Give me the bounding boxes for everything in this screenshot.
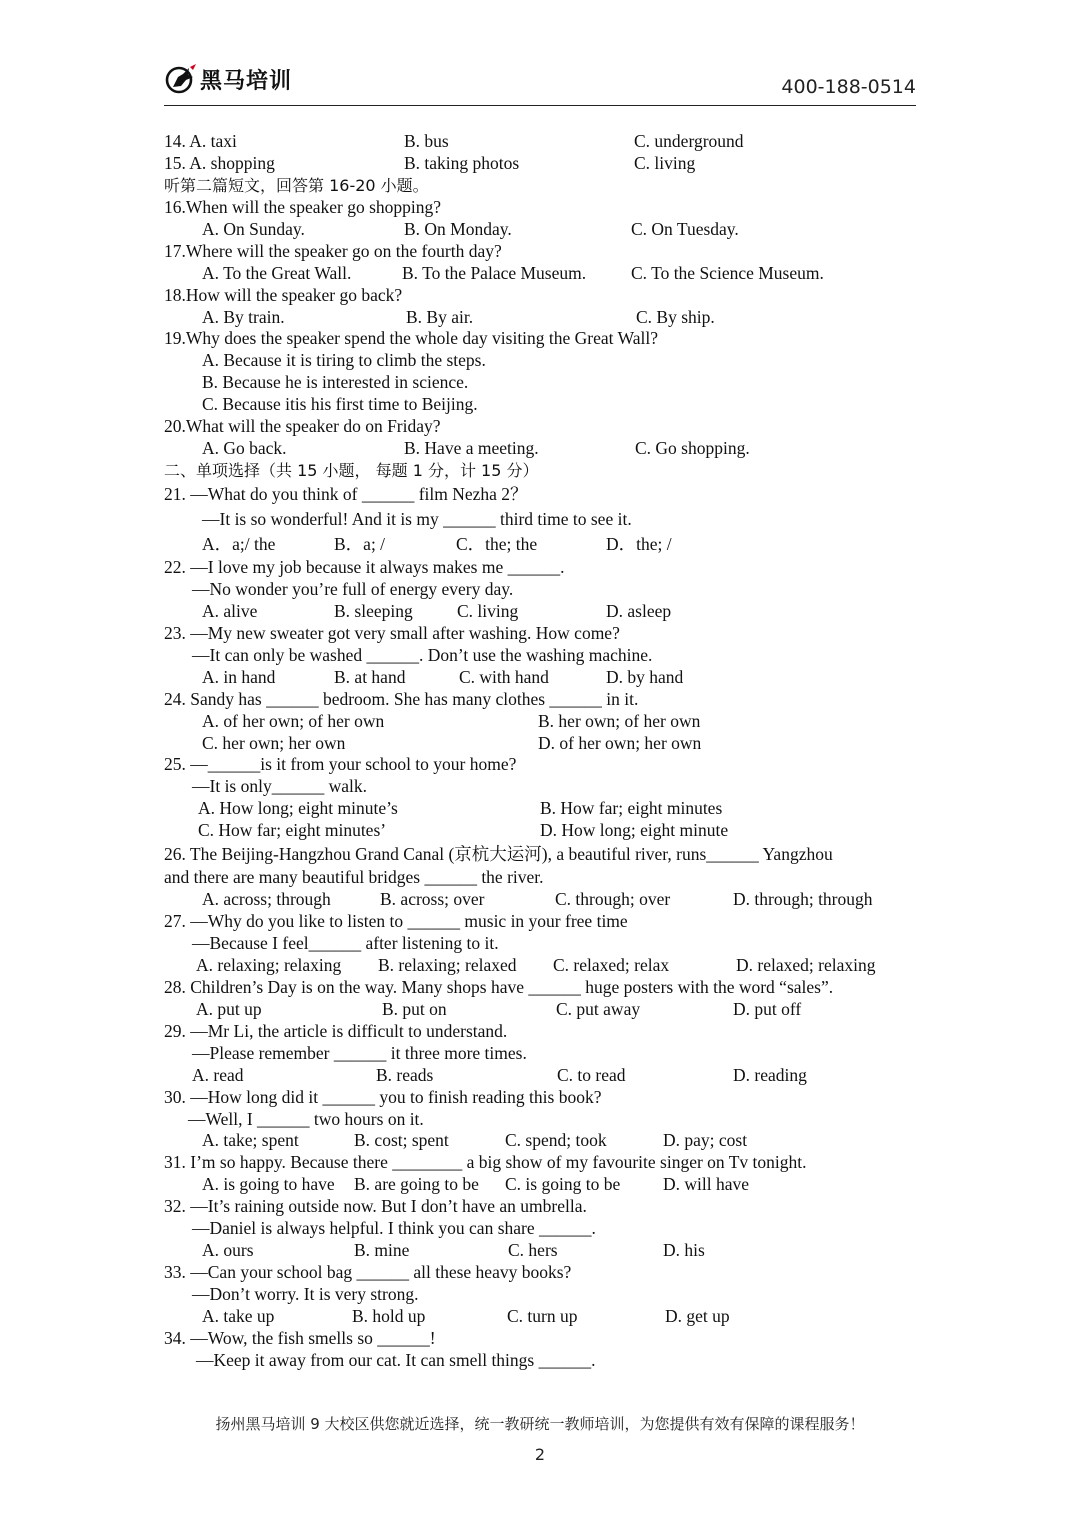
question-text: —Because I feel______ after listening to it.	[192, 933, 499, 953]
exam-line	[164, 733, 919, 755]
exam-line	[164, 460, 919, 482]
question-text: 33. —Can your school bag ______ all these heavy books?	[164, 1262, 572, 1283]
question-text: 25. —______is it from your school to your home?	[164, 754, 517, 775]
exam-line	[164, 1130, 919, 1152]
question-text: —No wonder you’re full of energy every day.	[192, 578, 514, 599]
answer-option: C. spend; took	[505, 1130, 607, 1151]
exam-line	[164, 1328, 919, 1350]
exam-line	[164, 328, 919, 350]
exam-line	[164, 307, 919, 329]
answer-option: D. relaxed; relaxing	[736, 954, 876, 975]
question-text: 17.Where will the speaker go on the fourth day?	[164, 240, 502, 261]
question-text: 15. A. shopping	[164, 152, 275, 173]
exam-line	[164, 842, 919, 867]
answer-option: B. at hand	[334, 666, 406, 687]
answer-option: D. his	[663, 1240, 705, 1261]
question-text: B. Because he is interested in science.	[202, 372, 469, 393]
answer-option: B. taking photos	[404, 152, 520, 173]
answer-option: C. living	[634, 152, 696, 173]
exam-line	[164, 623, 919, 645]
question-text: A. Go back.	[202, 438, 287, 459]
question-text: 听第二篇短文，回答第 16-20 小题。	[164, 175, 429, 195]
question-text: 32. —It’s raining outside now. But I don’t have an umbrella.	[164, 1196, 587, 1217]
question-text: —Well, I ______ two hours on it.	[188, 1108, 424, 1129]
question-text: A. is going to have	[202, 1174, 335, 1195]
exam-line	[164, 175, 919, 197]
exam-line	[164, 1152, 919, 1174]
exam-line	[164, 1196, 919, 1218]
question-text: A. alive	[202, 600, 258, 621]
answer-option: C. turn up	[507, 1305, 578, 1326]
question-text: C. How far; eight minutes’	[198, 820, 387, 841]
question-text: 18.How will the speaker go back?	[164, 284, 403, 305]
answer-option: B. reads	[376, 1064, 434, 1085]
answer-option: B. her own; of her own	[538, 710, 701, 731]
answer-option: C. hers	[508, 1240, 558, 1261]
exam-line	[164, 999, 919, 1021]
answer-option: D. will have	[663, 1174, 750, 1195]
question-text: A. of her own; of her own	[202, 710, 385, 731]
answer-option: B. On Monday.	[404, 218, 512, 239]
answer-option: B．a; /	[334, 534, 386, 554]
horse-logo-icon	[164, 62, 198, 96]
answer-option: D. get up	[665, 1305, 730, 1326]
answer-option: C. relaxed; relax	[553, 954, 670, 975]
answer-option: B. How far; eight minutes	[540, 798, 723, 819]
exam-line	[164, 911, 919, 933]
exam-line	[164, 1240, 919, 1262]
exam-line	[164, 754, 919, 776]
question-text: 20.What will the speaker do on Friday?	[164, 416, 441, 437]
question-text: A. On Sunday.	[202, 218, 305, 239]
exam-line	[164, 372, 919, 394]
answer-option: C. with hand	[459, 666, 549, 687]
exam-line	[164, 977, 919, 999]
question-text: A. ours	[202, 1240, 254, 1261]
question-text: C. her own; her own	[202, 732, 346, 753]
exam-line	[164, 1306, 919, 1328]
question-text: A. read	[192, 1064, 244, 1085]
answer-option: C. to read	[557, 1064, 626, 1085]
answer-option: C. through; over	[555, 889, 671, 910]
exam-line	[164, 416, 919, 438]
exam-line	[164, 1284, 919, 1306]
exam-content	[164, 131, 919, 1372]
question-text: C. Because itis his first time to Beijing.	[202, 394, 478, 415]
exam-line	[164, 1021, 919, 1043]
exam-line	[164, 667, 919, 689]
question-text: A. put up	[196, 998, 262, 1019]
exam-line	[164, 532, 919, 557]
exam-line	[164, 955, 919, 977]
answer-option: C. put away	[556, 998, 641, 1019]
answer-option: C. underground	[634, 131, 744, 151]
question-text: 30. —How long did it ______ you to finish reading this book?	[164, 1086, 602, 1107]
answer-option: D. pay; cost	[663, 1130, 748, 1151]
exam-line	[164, 241, 919, 263]
exam-line	[164, 394, 919, 416]
page-number: 2	[534, 1445, 546, 1464]
question-text: —Don’t worry. It is very strong.	[192, 1284, 419, 1304]
question-text: 23. —My new sweater got very small after washing. How come?	[164, 622, 620, 643]
question-text: —Keep it away from our cat. It can smell things ______.	[196, 1349, 596, 1370]
answer-option: D. through; through	[733, 889, 873, 910]
exam-line	[164, 219, 919, 241]
question-text: A. take; spent	[202, 1130, 299, 1151]
answer-option: B. By air.	[406, 306, 474, 327]
answer-option: D. of her own; her own	[538, 732, 702, 753]
page-header	[164, 58, 916, 106]
answer-option: C．the; the	[456, 534, 538, 554]
exam-line	[164, 438, 919, 460]
exam-line	[164, 645, 919, 667]
answer-option: D．the; /	[606, 534, 672, 554]
question-text: 28. Children’s Day is on the way. Many shops have ______ huge posters with the word “sales”.	[164, 976, 834, 997]
answer-option: B. Have a meeting.	[404, 438, 539, 459]
answer-option: D. How long; eight minute	[540, 820, 729, 841]
question-text: 二、单项选择（共 15 小题， 每题 1 分，计 15 分）	[164, 461, 539, 481]
exam-line	[164, 579, 919, 601]
question-text: 19.Why does the speaker spend the whole day visiting the Great Wall?	[164, 328, 658, 349]
exam-line	[164, 1262, 919, 1284]
exam-line	[164, 820, 919, 842]
footer-text: 扬州黑马培训 9 大校区供您就近选择，统一教研统一教师培训，为您提供有效有保障的课程服务！	[215, 1415, 865, 1433]
exam-line	[164, 867, 919, 889]
answer-option: C. Go shopping.	[635, 438, 750, 459]
question-text: —It can only be washed ______. Don’t use the washing machine.	[192, 644, 653, 665]
exam-line	[164, 482, 919, 507]
question-text: and there are many beautiful bridges ______ the river.	[164, 867, 544, 888]
exam-line	[164, 197, 919, 219]
answer-option: B. To the Palace Museum.	[402, 262, 587, 283]
exam-line	[164, 776, 919, 798]
question-text: A. Because it is tiring to climb the steps.	[202, 350, 486, 371]
answer-option: C. On Tuesday.	[631, 218, 739, 239]
exam-line	[164, 1109, 919, 1131]
question-text: 31. I’m so happy. Because there ________ a big show of my favourite singer on Tv tonight.	[164, 1152, 807, 1173]
question-text: —It is so wonderful! And it is my ______ third time to see it.	[202, 509, 632, 529]
exam-line	[164, 601, 919, 623]
answer-option: B. cost; spent	[354, 1130, 449, 1151]
exam-line	[164, 350, 919, 372]
question-text: 22. —I love my job because it always makes me ______.	[164, 557, 565, 577]
question-text: 24. Sandy has ______ bedroom. She has many clothes ______ in it.	[164, 688, 639, 709]
answer-option: B. across; over	[380, 889, 485, 910]
exam-line	[164, 798, 919, 820]
question-text: —Daniel is always helpful. I think you can share ______.	[192, 1218, 596, 1239]
answer-option: D. by hand	[606, 666, 684, 687]
answer-option: B. put on	[382, 998, 447, 1019]
answer-option: C. To the Science Museum.	[631, 262, 824, 283]
answer-option: D. reading	[733, 1064, 807, 1085]
answer-option: B. hold up	[352, 1305, 426, 1326]
phone-number: 400-188-0514	[781, 76, 916, 98]
exam-line	[164, 285, 919, 307]
answer-option: B. are going to be	[354, 1174, 479, 1195]
exam-line	[164, 1350, 919, 1372]
exam-line	[164, 1043, 919, 1065]
answer-option: D. put off	[733, 998, 802, 1019]
question-text: 27. —Why do you like to listen to ______ music in your free time	[164, 911, 628, 932]
exam-line	[164, 1065, 919, 1087]
exam-line	[164, 1087, 919, 1109]
exam-line	[164, 131, 919, 153]
logo-text: 黑马培训	[200, 68, 293, 94]
answer-option: B. mine	[354, 1240, 410, 1261]
question-text: A. By train.	[202, 306, 285, 327]
question-text: 21. —What do you think of ______ film Nezha 2？	[164, 484, 528, 504]
question-text: 14. A. taxi	[164, 131, 237, 151]
exam-line	[164, 263, 919, 285]
exam-line	[164, 557, 919, 579]
answer-option: B. bus	[404, 131, 449, 151]
answer-option: C. By ship.	[636, 306, 715, 327]
question-text: A. in hand	[202, 666, 276, 687]
question-text: —It is only______ walk.	[192, 776, 367, 797]
answer-option: D. asleep	[606, 600, 672, 621]
question-text: 29. —Mr Li, the article is difficult to understand.	[164, 1020, 508, 1041]
exam-line	[164, 711, 919, 733]
answer-option: C. living	[457, 600, 519, 621]
exam-line	[164, 933, 919, 955]
question-text: A. To the Great Wall.	[202, 262, 352, 283]
answer-option: B. relaxing; relaxed	[378, 954, 517, 975]
question-text: A. across; through	[202, 889, 331, 910]
question-text: A. How long; eight minute’s	[198, 798, 398, 819]
exam-line	[164, 507, 919, 532]
exam-line	[164, 153, 919, 175]
question-text: A. take up	[202, 1305, 275, 1326]
exam-line	[164, 689, 919, 711]
exam-line	[164, 1174, 919, 1196]
brand-logo	[164, 62, 292, 96]
question-text: 26. The Beijing-Hangzhou Grand Canal (京杭大运河), a beautiful river, runs______ Yangzhou	[164, 844, 833, 865]
question-text: 34. —Wow, the fish smells so ______!	[164, 1327, 436, 1348]
question-text: —Please remember ______ it three more times.	[192, 1042, 527, 1063]
exam-line	[164, 889, 919, 911]
question-text: 16.When will the speaker go shopping?	[164, 196, 442, 217]
exam-line	[164, 1218, 919, 1240]
question-text: A．a;/ the	[202, 534, 276, 554]
answer-option: B. sleeping	[334, 600, 413, 621]
answer-option: C. is going to be	[505, 1174, 621, 1195]
question-text: A. relaxing; relaxing	[196, 954, 342, 975]
